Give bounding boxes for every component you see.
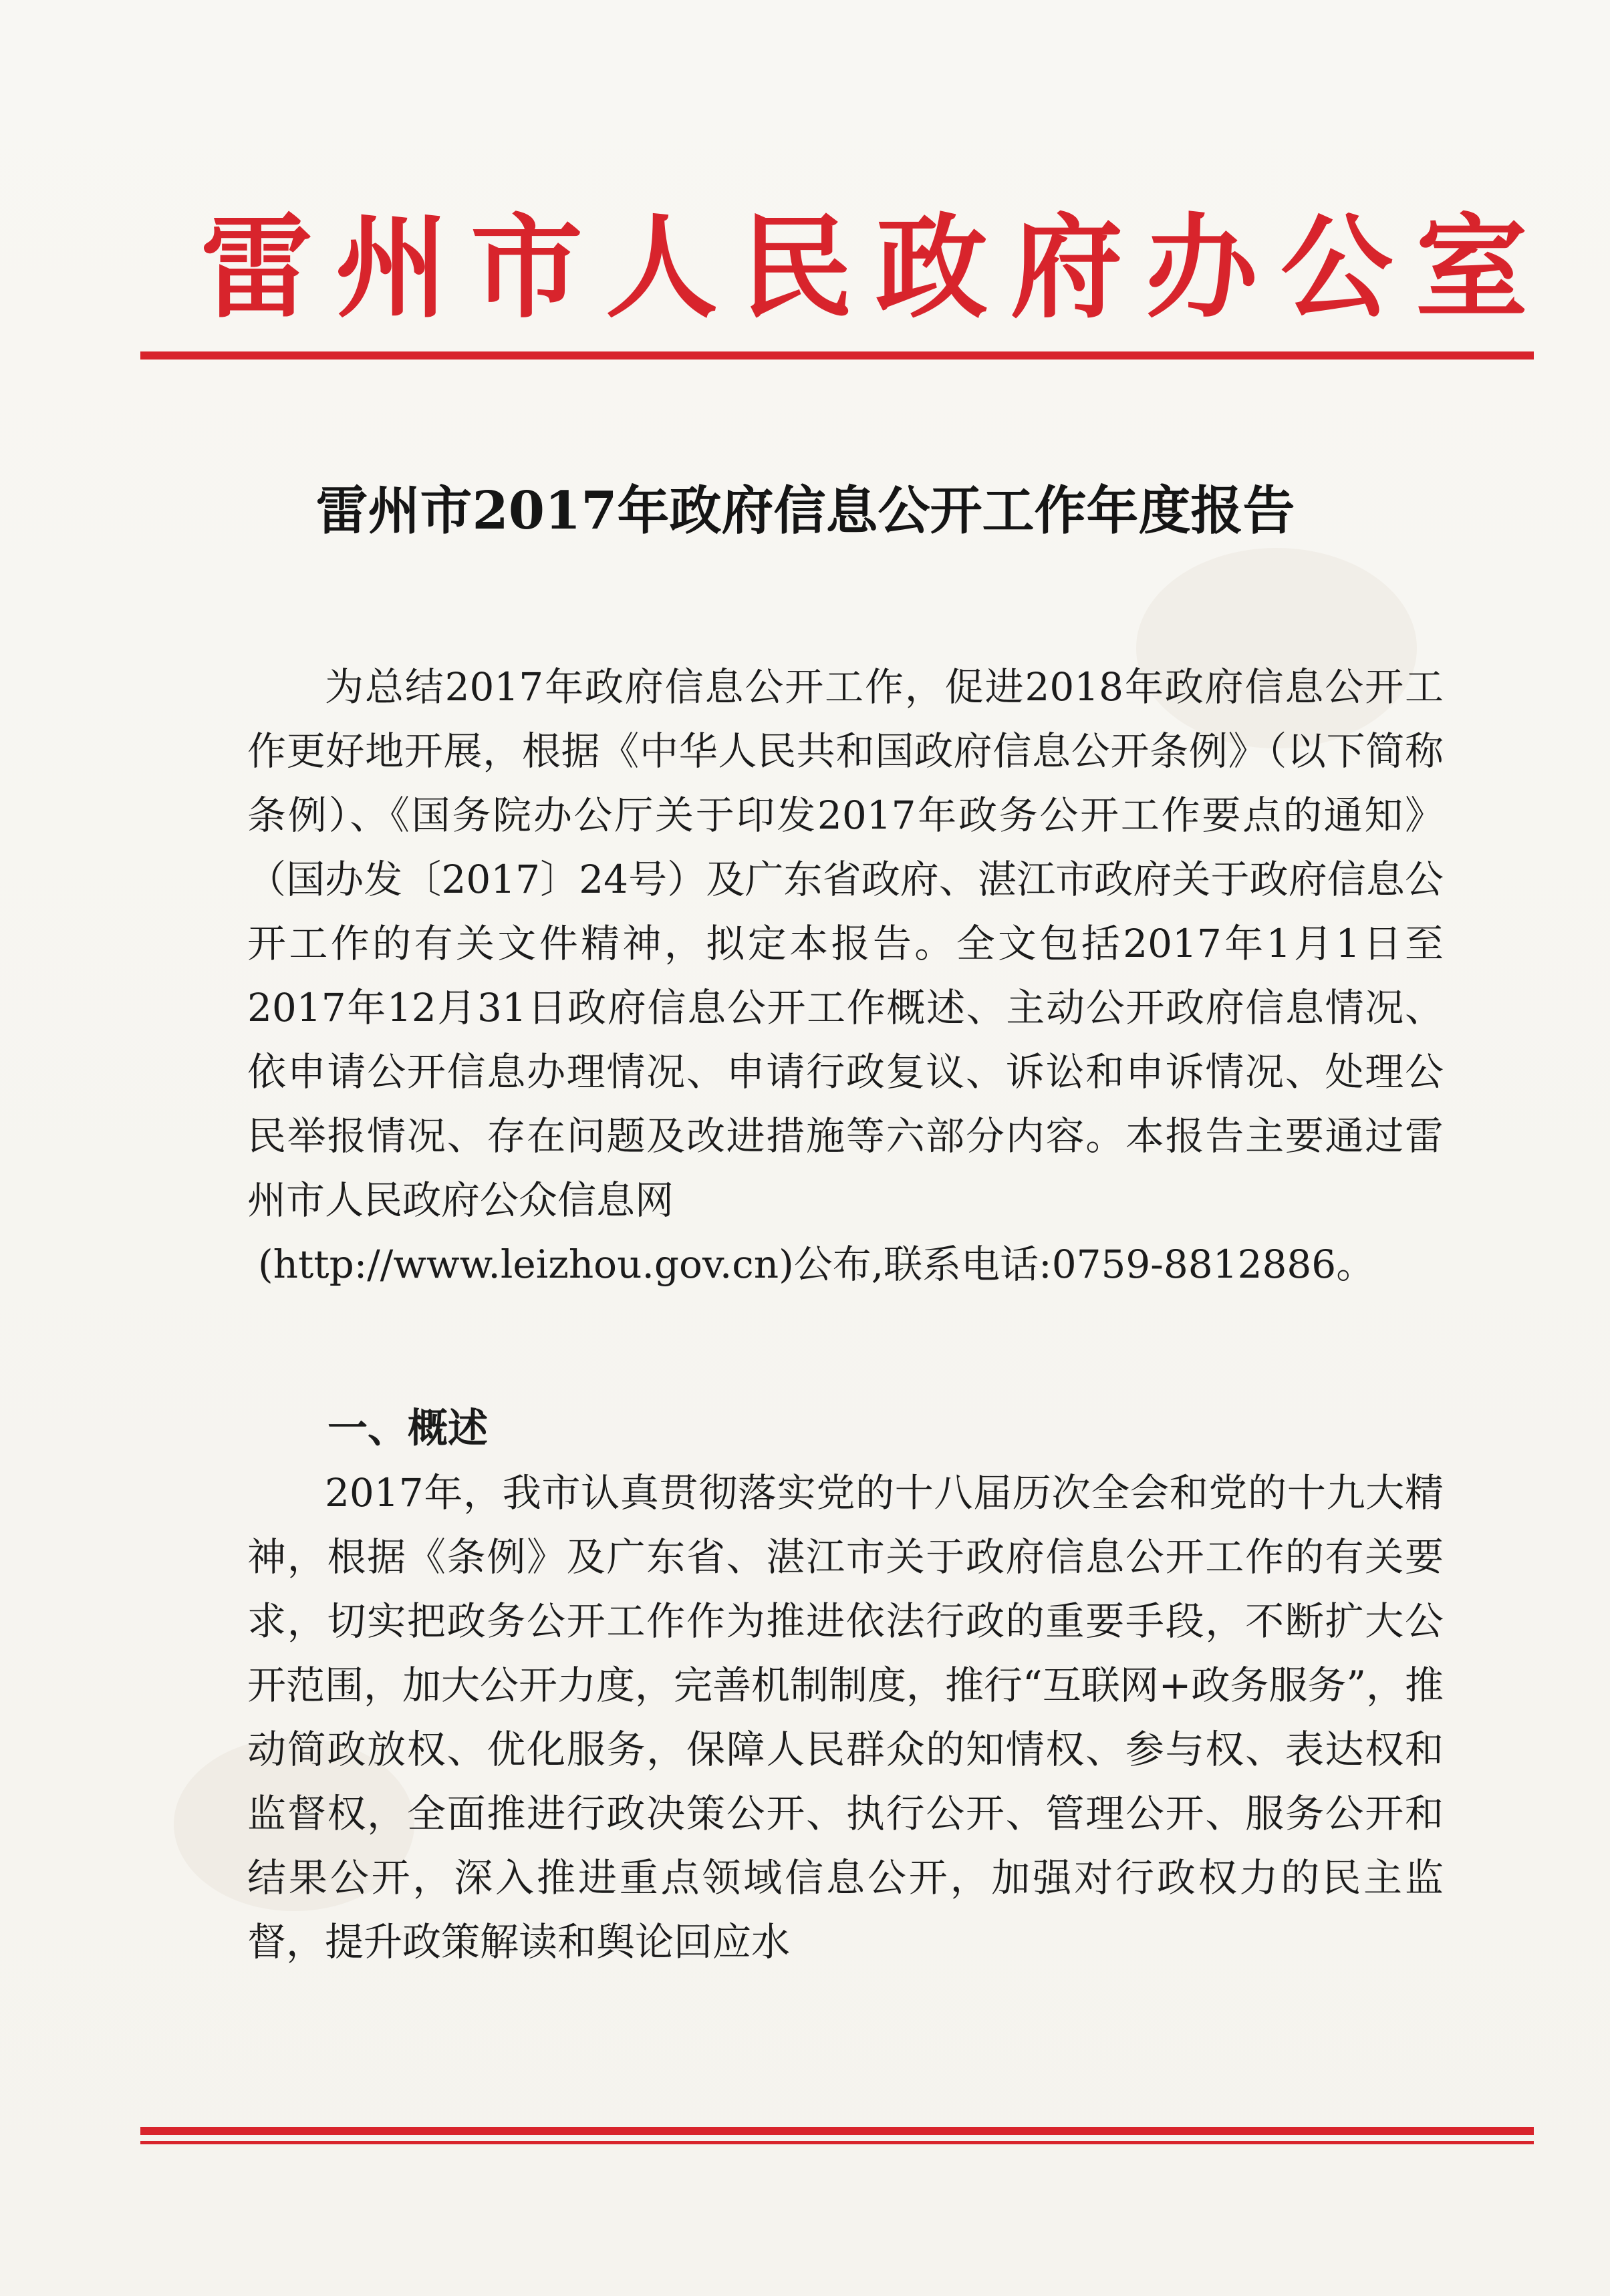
footer-red-rule-thin	[140, 2141, 1534, 2144]
intro-paragraph-text: 为总结2017年政府信息公开工作，促进2018年政府信息公开工作更好地开展，根据《中华人民共和国政府信息公开条例》（以下简称条例）、《国务院办公厅关于印发2017年政务公开工作要点的通知》（国办发〔2017〕24号）及广东省政府、湛江市政府关于政府信息公开工作的有关文件精神，拟定本报告。全文包括2017年1月1日至2017年12月31日政府信息公开工作概述、主动公开政府信息情况、依申请公开信息办理情况、申请行政复议、诉讼和申诉情况、处理公民举报情况、存在问题及改进措施等六部分内容。本报告主要通过雷州市人民政府公众信息网	[247, 664, 1444, 1223]
letterhead-org-name: 雷州市人民政府办公室	[200, 201, 1551, 333]
section1-heading: 一、概述	[327, 1405, 488, 1452]
letterhead-red-rule	[140, 351, 1534, 360]
intro-paragraph	[247, 655, 1444, 1296]
footer-red-rule-thick	[140, 2127, 1534, 2135]
document-title: 雷州市2017年政府信息公开工作年度报告	[315, 480, 1295, 541]
intro-url-line: (http://www.leizhou.gov.cn)公布,联系电话:0759-8812886。	[258, 1242, 1375, 1287]
section1-paragraph: 2017年，我市认真贯彻落实党的十八届历次全会和党的十九大精神，根据《条例》及广东省、湛江市关于政府信息公开工作的有关要求，切实把政务公开工作作为推进依法行政的重要手段，不断扩大公开范围，加大公开力度，完善机制制度，推行“互联网+政务服务”，推动简政放权、优化服务，保障人民群众的知情权、参与权、表达权和监督权，全面推进行政决策公开、执行公开、管理公开、服务公开和结果公开，深入推进重点领域信息公开，加强对行政权力的民主监督，提升政策解读和舆论回应水	[247, 1470, 1444, 1965]
